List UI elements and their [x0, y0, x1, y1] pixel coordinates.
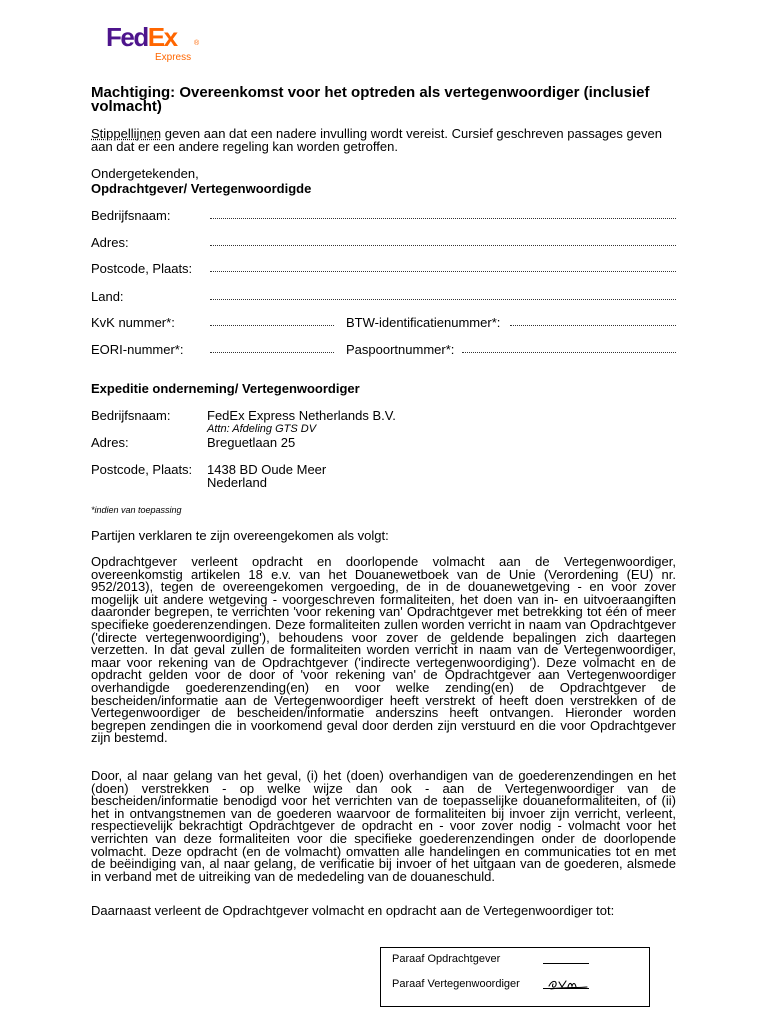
principal-eori-field[interactable]: [210, 351, 334, 353]
footnote: *indien van toepassing: [91, 505, 182, 515]
agent-attn: Attn: Afdeling GTS DV: [207, 423, 317, 435]
principal-postal-label: Postcode, Plaats:: [91, 261, 193, 276]
logo-fed: Fed: [106, 22, 148, 52]
paragraph-2: Opdrachtgever verleent opdracht en doorlopende volmacht aan de Vertegenwoordiger, overeenkomstig artikelen 18 e.v. van het Douanewetboek van de Unie (Verordening (EU) nr. 952/2013), tegen de overeengekomen vergoeding, de in de douanewetgeving - en voor zover mogelijk uit andere wetgeving - voorgeschreven formaliteiten, het doen van in- en uitvoeraangiften daaronder begrepen, te verrichten 'voor rekening van' Opdrachtgever met betrekking tot één of meer specifieke goederenzendingen. Deze formaliteiten zullen worden verricht in naam van Opdrachtgever ('directe vertegenwoordiging'), behoudens voor zover de geldende bepalingen zich daartegen verzetten. In dat geval zullen de formaliteiten worden verricht in naam van de Vertegenwoordiger, maar voor rekening van de Opdrachtgever ('indirecte vertegenwoordiging'). Deze volmacht en de opdracht gelden voor de door of 'voor rekening van' de Opdrachtgever aan Vertegenwoordiger overhandigde goederenzending(en) en voor welke zending(en) de Opdrachtgever de bescheiden/informatie aan de Vertegenwoordiger heeft verstrekt of heeft doen verstrekken of de Vertegenwoordiger de bescheiden/informatie anderszins heeft ontvangen. Hieronder worden begrepen zendingen die in voorkomend geval door derden zijn verstuurd en die voor Opdrachtgever zijn bestemd.: [91, 554, 676, 746]
initials-box: [380, 947, 650, 1007]
intro-rest: geven aan dat een nadere invulling wordt vereist. Cursief geschreven passages geven aan dat er een andere regeling kan worden getroffen.: [91, 126, 662, 154]
agent-initial-label: Paraaf Vertegenwoordiger: [392, 978, 520, 990]
paragraph-3: Door, al naar gelang van het geval, (i) het (doen) overhandigen van de goederenzendingen en het (doen) verstrekken - op welke wijze dan ook - aan de Vertegenwoordiger van de bescheiden/informatie benodigd voor het verrichten van de toepasselijke douaneformaliteiten, of (ii) het in ontvangstnemen van de goederen waarvoor de formaliteiten bij invoer zijn verricht, verleent, respectievelijk bekrachtigt Opdrachtgever de opdracht en - voor zover nodig - volmacht voor het verrichten van deze formaliteiten voor die specifieke goederenzendingen onder de doorlopende volmacht. Deze opdracht (en de volmacht) omvatten alle handelingen en communicaties tot en met de beëindiging van, al naar gelang, de verificatie bij invoer of het uitgaan van de goederen, alsmede in verband met de uitreiking van de mededeling van de douaneschuld.: [91, 768, 676, 884]
principal-address-label: Adres:: [91, 235, 129, 250]
principal-vat-label: BTW-identificatienummer*:: [346, 315, 501, 330]
principal-passport-label: Paspoortnummer*:: [346, 342, 455, 357]
paragraph-1: Partijen verklaren te zijn overeengekomen als volgt:: [91, 528, 389, 543]
agent-heading: Expeditie onderneming/ Vertegenwoordiger: [91, 381, 360, 396]
agent-address-label: Adres:: [91, 435, 129, 450]
paragraph-4: Daarnaast verleent de Opdrachtgever volmacht en opdracht aan de Vertegenwoordiger tot:: [91, 903, 615, 918]
agent-company-label: Bedrijfsnaam:: [91, 408, 171, 423]
principal-passport-field[interactable]: [462, 351, 676, 353]
agent-postal-label: Postcode, Plaats:: [91, 462, 193, 477]
logo-wordmark: [106, 22, 177, 52]
principal-address-field[interactable]: [210, 244, 676, 246]
principal-company-label: Bedrijfsnaam:: [91, 208, 171, 223]
principal-heading: Opdrachtgever/ Vertegenwoordigde: [91, 181, 312, 196]
agent-country-value: Nederland: [207, 475, 267, 490]
intro-text: [91, 127, 681, 153]
logo-ex: Ex: [147, 22, 177, 52]
logo-subtitle: Express: [155, 52, 192, 63]
registered-mark-icon: ®: [194, 40, 200, 47]
principal-kvk-label: KvK nummer*:: [91, 315, 175, 330]
document-title: Machtiging: Overeenkomst voor het optreden als vertegenwoordiger (inclusief volmacht): [91, 84, 650, 115]
agent-company-value: FedEx Express Netherlands B.V.: [207, 408, 396, 423]
principal-postal-field[interactable]: [210, 270, 676, 272]
principal-country-label: Land:: [91, 289, 124, 304]
principal-kvk-field[interactable]: [210, 324, 334, 326]
signed-line: Ondergetekenden,: [91, 166, 199, 181]
principal-eori-label: EORI-nummer*:: [91, 342, 184, 357]
principal-vat-field[interactable]: [510, 324, 676, 326]
fedex-logo: [106, 22, 206, 66]
agent-address-value: Breguetlaan 25: [207, 435, 296, 450]
principal-country-field[interactable]: [210, 298, 676, 300]
principal-initial-line[interactable]: [543, 963, 589, 964]
agent-postal-value: 1438 BD Oude Meer: [207, 462, 327, 477]
principal-company-field[interactable]: [210, 217, 676, 219]
intro-underlined: Stippellijnen: [91, 126, 162, 141]
principal-initial-label: Paraaf Opdrachtgever: [392, 953, 501, 965]
agent-signature-icon: [547, 974, 591, 992]
